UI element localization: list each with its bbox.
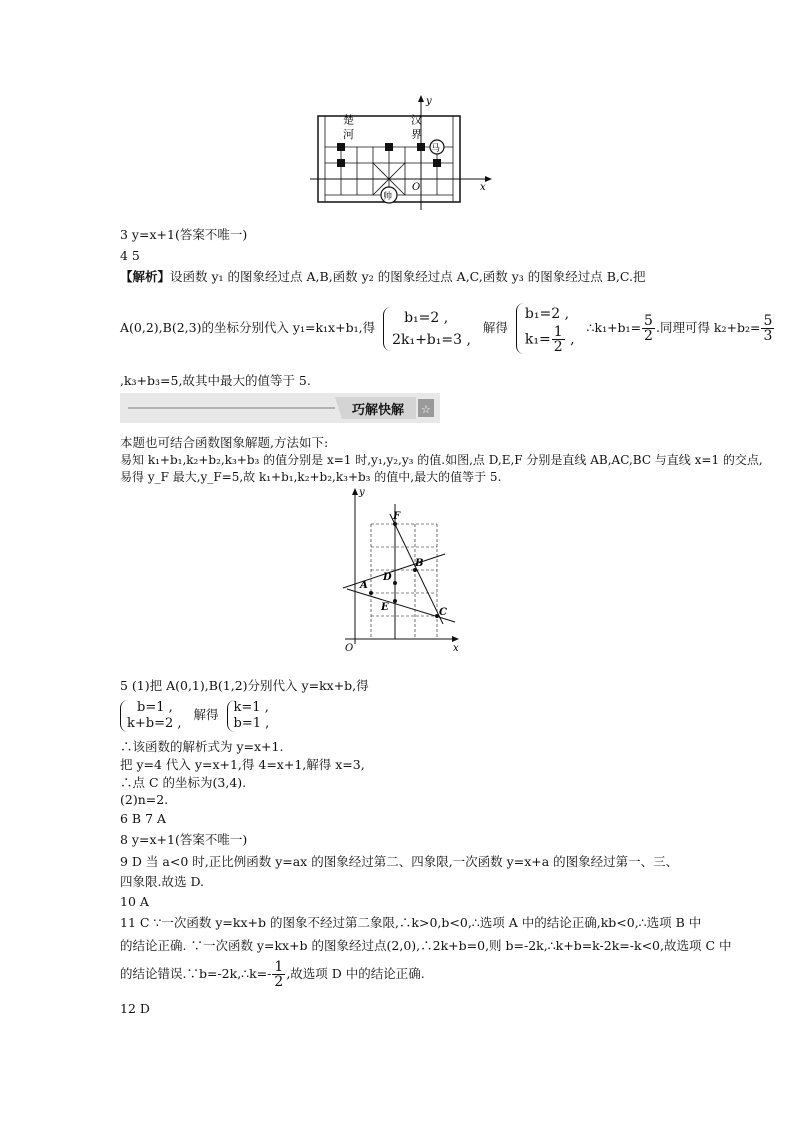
answer-5-line-1: 5 (1)把 A(0,1),B(1,2)分别代入 y=kx+b,得 <box>120 678 369 693</box>
banner-title: 巧解快解 <box>351 403 404 418</box>
fig1-origin-label: O <box>412 182 421 193</box>
sys2-row-1: b₁=2 , <box>524 306 570 322</box>
sys4-row-2: b=1 , <box>233 715 270 731</box>
trick-line-1: 易知 k₁+b₁,k₂+b₂,k₃+b₃ 的值分别是 x=1 时,y₁,y₂,y₃ 的值.如图,点 D,E,F 分别是直线 AB,AC,BC 与直线 x=1 的交点, <box>120 453 763 467</box>
point-label-F: F <box>393 511 401 522</box>
sys4-row-1: k=1 , <box>233 699 269 715</box>
fig2-x-label: x <box>453 643 459 654</box>
chess-board-figure <box>310 92 500 212</box>
piece-shuai-text: 帅 <box>383 192 393 202</box>
sys2-row-2 <box>525 325 575 354</box>
sys3-row-2: k+b=2 , <box>127 715 182 731</box>
analysis-line-1 <box>120 268 646 286</box>
five-num-2: 5 <box>763 313 773 329</box>
river-left-text: 楚 河 <box>341 114 355 140</box>
piece-ma-text: 马 <box>431 144 441 154</box>
equation-system-1 <box>383 307 475 351</box>
point-label-C: C <box>439 607 447 618</box>
trick-banner <box>120 393 440 423</box>
answer-11-line-3b: ,故选项 D 中的结论正确. <box>286 966 425 981</box>
fraction-half-2 <box>272 960 285 989</box>
answer-5-line-3: ∴该函数的解析式为 y=x+1. <box>120 739 284 754</box>
equation-system-2 <box>516 303 579 354</box>
trick-intro: 本题也可结合函数图象解题,方法如下: <box>120 435 329 450</box>
analysis-line-2 <box>120 298 775 358</box>
half-num-2: 1 <box>274 959 284 975</box>
sys3-row-1: b=1 , <box>137 699 173 715</box>
solve-word-2: 解得 <box>193 707 219 722</box>
answer-8: 8 y=x+1(答案不唯一) <box>120 832 248 847</box>
five-den-1: 2 <box>644 328 653 344</box>
answer-3: 3 y=x+1(答案不唯一) <box>120 227 248 242</box>
answer-5-line-6: (2)n=2. <box>120 792 169 807</box>
lines-graph-figure <box>335 484 475 659</box>
equation-system-3 <box>120 700 186 732</box>
answer-5-line-2 <box>120 695 277 735</box>
analysis-line-3: ,k₃+b₃=5,故其中最大的值等于 5. <box>120 373 311 388</box>
trick-line-2: 易得 y_F 最大,y_F=5,故 k₁+b₁,k₂+b₂,k₃+b₃ 的值中,最大的值等于 5. <box>120 470 502 484</box>
answer-11-line-3a: 的结论错误.∵b=-2k,∴k=- <box>120 966 272 981</box>
analysis-tag: 【解析】 <box>120 269 171 284</box>
fig2-origin-label: O <box>345 643 354 654</box>
therefore-1: ∴k₁+b₁= <box>586 320 642 335</box>
answer-9-line-1: 9 D 当 a<0 时,正比例函数 y=ax 的图象经过第二、四象限,一次函数 y=x+a 的图象经过第一、三、 <box>120 854 679 869</box>
half-den: 2 <box>553 339 563 355</box>
point-label-A: A <box>360 580 368 591</box>
sys2-row-2-post: , <box>565 331 575 348</box>
fraction-five-thirds <box>761 314 774 343</box>
fraction-five-halves <box>642 314 655 343</box>
half-den-2: 2 <box>274 974 284 990</box>
fraction-half <box>552 325 565 354</box>
fig1-x-label: x <box>480 182 486 193</box>
answer-6-7: 6 B 7 A <box>120 811 167 826</box>
svg-text:☆: ☆ <box>421 403 431 416</box>
point-label-B: B <box>415 558 424 569</box>
sys2-row-2-pre: k₁= <box>524 331 551 348</box>
sys1-row-1: b₁=2 , <box>404 309 449 326</box>
answer-12: 12 D <box>120 1001 150 1016</box>
solve-word-1: 解得 <box>482 320 508 335</box>
five-num-1: 5 <box>644 313 653 329</box>
answer-4: 4 5 <box>120 248 140 263</box>
analysis-text-2a: A(0,2),B(2,3)的坐标分别代入 y₁=k₁x+b₁,得 <box>120 320 376 335</box>
point-label-E: E <box>381 602 389 613</box>
answer-9-line-2: 四象限.故选 D. <box>120 874 204 889</box>
answer-11-line-2: 的结论正确. ∵一次函数 y=kx+b 的图象经过点(2,0),∴2k+b=0,则 b=-2k,∴k+b=k-2k=-k<0,故选项 C 中 <box>120 938 732 953</box>
point-label-D: D <box>383 572 392 583</box>
answer-11-line-1: 11 C ∵一次函数 y=kx+b 的图象不经过第二象限,∴k>0,b<0,∴选项 A 中的结论正确,kb<0,∴选项 B 中 <box>120 915 702 930</box>
equation-system-4 <box>227 700 274 732</box>
fig1-y-label: y <box>426 96 432 107</box>
five-den-2: 3 <box>763 328 773 344</box>
half-num: 1 <box>553 324 563 340</box>
analysis-text-1: 设函数 y₁ 的图象经过点 A,B,函数 y₂ 的图象经过点 A,C,函数 y₃ 的图象经过点 B,C.把 <box>170 269 646 284</box>
answer-5-line-5: ∴点 C 的坐标为(3,4). <box>120 775 247 790</box>
river-right-text: 汉 界 <box>409 114 423 140</box>
answer-11-line-3 <box>120 958 425 990</box>
fig2-y-label: y <box>359 487 365 498</box>
answer-5-line-4: 把 y=4 代入 y=x+1,得 4=x+1,解得 x=3, <box>120 757 365 772</box>
sys1-row-2: 2k₁+b₁=3 , <box>392 331 471 348</box>
answer-10: 10 A <box>120 894 149 909</box>
similarly-text: .同理可得 k₂+b₂= <box>655 320 761 335</box>
